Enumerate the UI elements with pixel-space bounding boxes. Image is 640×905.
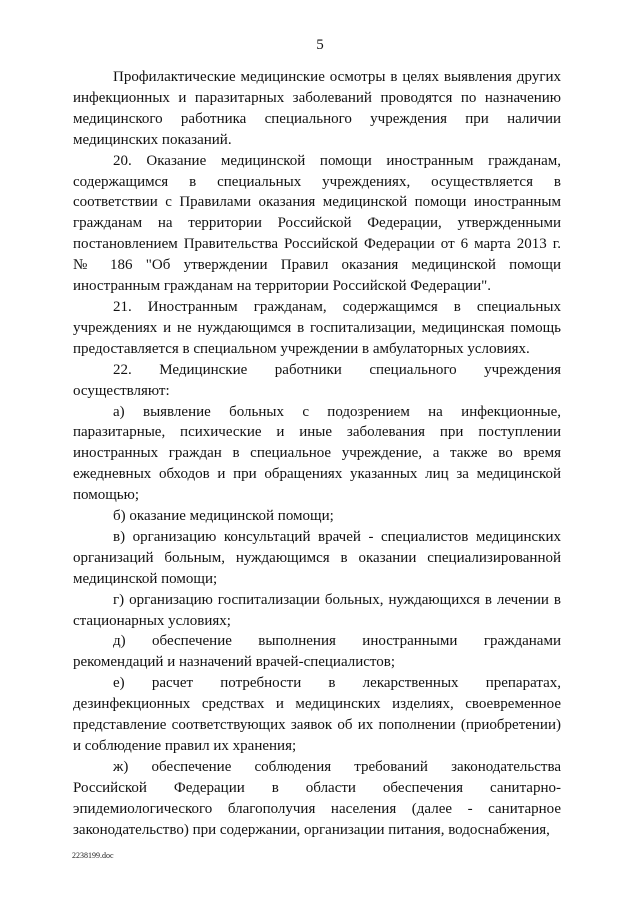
paragraph-item-22: 22. Медицинские работники специального учреждения осуществляют: xyxy=(73,361,561,399)
paragraph-subitem-d: д) обеспечение выполнения иностранными гражданами рекомендаций и назначений врачей-специалистов; xyxy=(73,633,561,671)
page-number: 5 xyxy=(316,37,324,53)
paragraph-subitem-zh: ж) обеспечение соблюдения требований законодательства Российской Федерации в области обеспечения санитарно-эпидемиологического благополучия населения (далее - санитарное законодательство) при содержании, организации питания, водоснабжения, xyxy=(73,758,561,838)
paragraph-subitem-g: г) организацию госпитализации больных, нуждающихся в лечении в стационарных условиях; xyxy=(73,591,561,629)
paragraph-preventive-examinations: Профилактические медицинские осмотры в целях выявления других инфекционных и паразитарных заболеваний проводятся по назначению медицинского работника специального учреждения при наличии медицинских показаний. xyxy=(73,69,561,148)
paragraph-item-20: 20. Оказание медицинской помощи иностранным гражданам, содержащимся в специальных учреждениях, осуществляется в соответствии с Правилами оказания медицинской помощи иностранным гражданам на территории Российской Федерации, утвержденными постановлением Правительства Российской Федерации от 6 марта 2013 г. № 186 "Об утверждении Правил оказания медицинской помощи иностранным гражданам на территории Российской Федерации". xyxy=(73,152,561,295)
paragraph-subitem-b: б) оказание медицинской помощи; xyxy=(113,508,334,525)
footer-doc-code: 2238199.doc xyxy=(72,851,114,860)
paragraph-subitem-v: в) организацию консультаций врачей - специалистов медицинских организаций больным, нуждающимся в оказании специализированной медицинской помощи; xyxy=(73,528,561,587)
paragraph-subitem-a: а) выявление больных с подозрением на инфекционные, паразитарные, психические и иные заболевания при поступлении иностранных граждан в специальное учреждение, а также во время ежедневных обходов и при обращениях указанных лиц за медицинской помощью; xyxy=(73,403,561,504)
paragraph-subitem-e: е) расчет потребности в лекарственных препаратах, дезинфекционных средствах и медицинских изделиях, своевременное представление соответствующих заявок об их пополнении (приобретении) и соблюдение правил их хранения; xyxy=(73,675,561,754)
paragraph-item-21: 21. Иностранным гражданам, содержащимся в специальных учреждениях и не нуждающимся в госпитализации, медицинская помощь предоставляется в специальном учреждении в амбулаторных условиях. xyxy=(73,298,561,357)
document-body xyxy=(73,67,561,841)
